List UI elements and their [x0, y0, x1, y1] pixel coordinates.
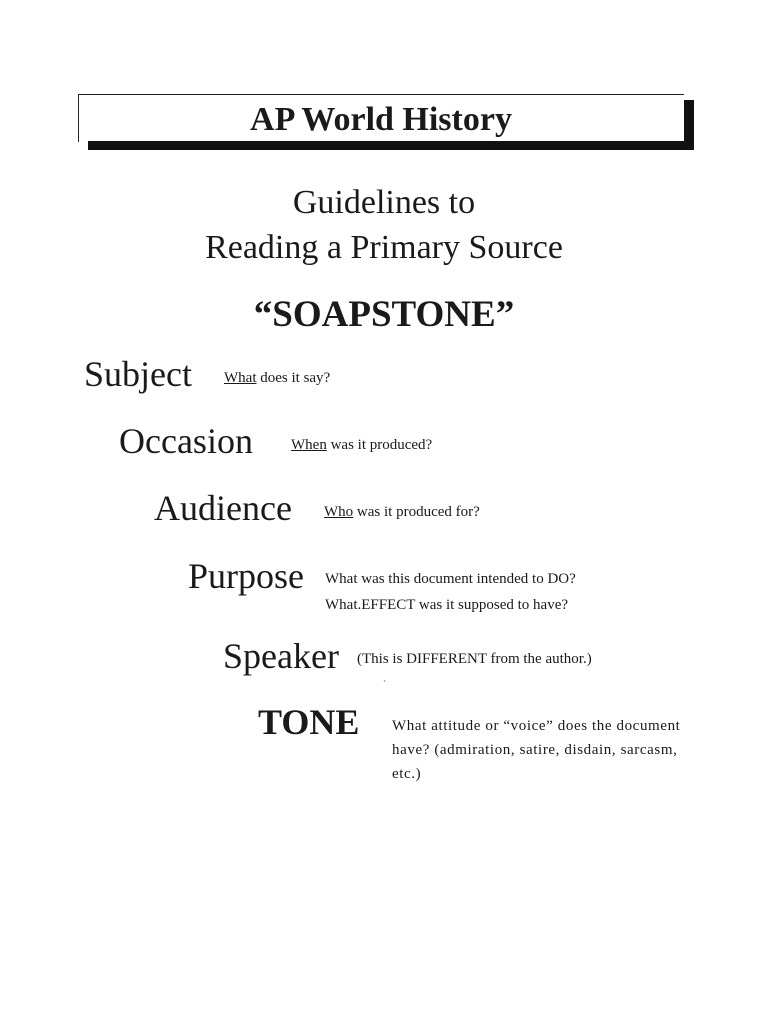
- item-speaker-word: Speaker: [223, 636, 339, 676]
- item-occasion: [119, 421, 253, 461]
- title-box-shadow-bottom: [88, 141, 694, 150]
- heading-line-1: Guidelines to: [292, 184, 476, 221]
- item-occasion-rest: was it produced?: [326, 437, 433, 453]
- item-audience-rest: was it produced for?: [353, 504, 480, 520]
- item-occasion-desc: [291, 433, 432, 457]
- item-subject-key: What: [224, 370, 257, 386]
- acronym-heading: “SOAPSTONE”: [253, 294, 515, 335]
- item-audience-key: Who: [324, 504, 354, 520]
- item-speaker: [223, 636, 339, 676]
- item-purpose-word: Purpose: [188, 556, 304, 596]
- item-purpose-desc-1: What was this document intended to DO?: [325, 571, 576, 587]
- item-subject-rest: does it say?: [256, 370, 331, 386]
- item-subject: [84, 354, 192, 394]
- item-purpose-desc-2: What.EFFECT was it supposed to have?: [325, 597, 569, 613]
- item-tone-desc: What attitude or “voice” does the document have? (admiration, satire, disdain, sarcasm, etc.): [392, 718, 681, 782]
- item-audience-word: Audience: [154, 488, 292, 528]
- item-subject-word: Subject: [84, 354, 192, 394]
- stray-mark: `: [383, 680, 387, 691]
- item-subject-desc: [224, 366, 330, 390]
- item-occasion-key: When: [291, 437, 327, 453]
- title-box-shadow-right: [684, 100, 694, 150]
- item-audience: [154, 488, 292, 528]
- page-title: AP World History: [250, 101, 512, 138]
- item-occasion-word: Occasion: [119, 421, 253, 461]
- item-tone: [258, 702, 359, 742]
- item-speaker-desc: (This is DIFFERENT from the author.): [357, 651, 592, 667]
- item-tone-word: TONE: [258, 702, 360, 742]
- item-purpose: [188, 556, 304, 596]
- item-audience-desc: [324, 500, 480, 524]
- heading-line-2: Reading a Primary Source: [205, 229, 563, 266]
